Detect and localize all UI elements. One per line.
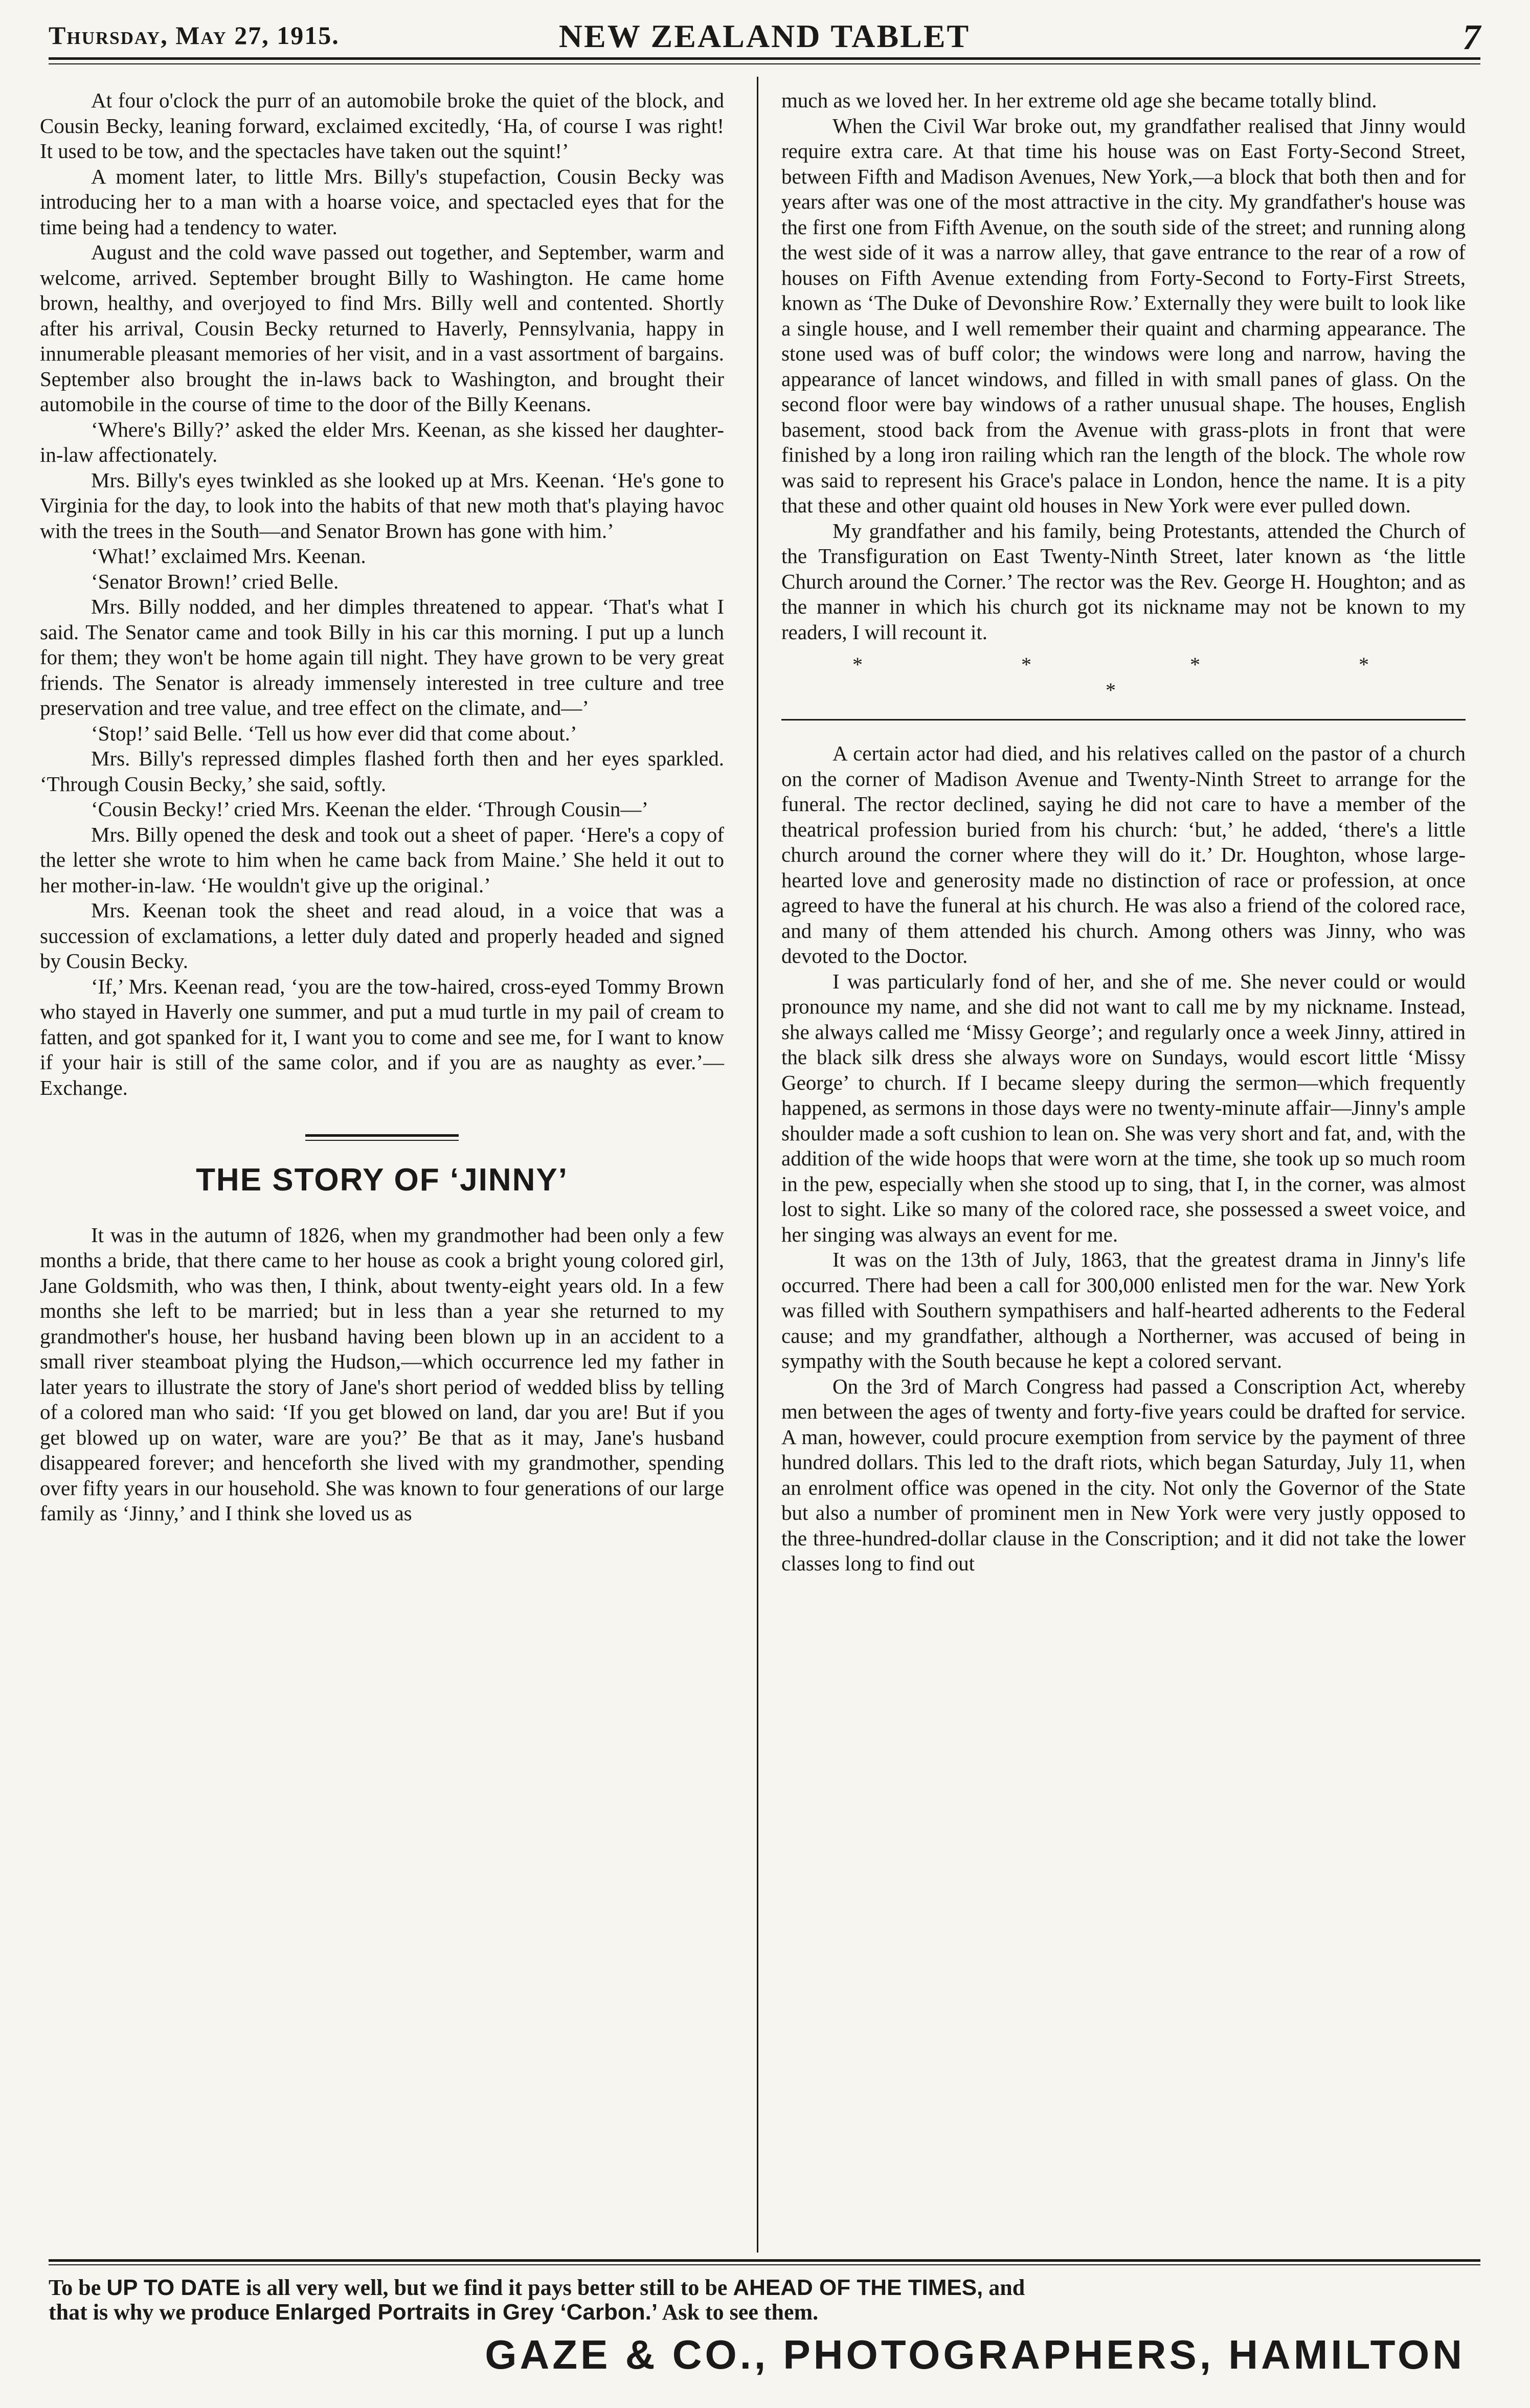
ad-text: is all very well, but we find it pays better still to be (245, 2275, 728, 2300)
section-stars: * * * * * (852, 653, 1446, 702)
paragraph: Mrs. Billy's eyes twinkled as she looked up at Mrs. Keenan. ‘He's gone to Virginia for the day, to look into the habits of that new moth that's playing havoc with the trees in the South—and Senator Brown has gone with him.’ (40, 468, 724, 543)
paragraph: On the 3rd of March Congress had passed a Conscription Act, whereby men between the ages of twenty and forty-five years could be drafted for service. A man, however, could procure exemption from service by the payment of three hundred dollars. This led to the draft riots, which began Saturday, July 11, when an enrolment office was opened in the city. Not only the Governor of the State but also a number of prominent men in New York were very justly opposed to the three-hundred-dollar clause in the Conscription; and it did not take the lower classes long to find out (781, 1374, 1466, 1575)
newspaper-title: NEW ZEALAND TABLET (558, 18, 971, 54)
ad-text: Ask to see them. (662, 2300, 819, 2325)
masthead-rule (49, 57, 1480, 60)
ad-line-2 (49, 2300, 1480, 2325)
story-paragraph: It was in the autumn of 1826, when my grandmother had been only a few months a bride, that there came to her house as cook a bright young colored girl, Jane Goldsmith, who was then, I think, about twenty-eight years old. In a few months she left to be married; but in less than a year she returned to my grandmother's house, her husband having been blown up in an accident to a small river steamboat plying the Hudson,—which occurrence led my father in later years to illustrate the story of Jane's short period of wedded bliss by telling of a colored man who said: ‘If you get blowed on land, dar you are! But if you get blowed up on water, ware are you?’ Be that as it may, Jane's husband disappeared forever; and henceforth she lived with my grandmother, spending over fifty years in our household. She was known to four generations of our large family as ‘Jinny,’ and I think she loved us as (40, 1223, 724, 1525)
paragraph: August and the cold wave passed out together, and September, warm and welcome, arrived. September brought Billy to Washington. He came home brown, healthy, and overjoyed to find Mrs. Billy well and contented. Shortly after his arrival, Cousin Becky returned to Haverly, Pennsylvania, happy in innumerable pleasant memories of her visit, and in a vast assortment of bargains. September also brought the in-laws back to Washington, and brought their automobile in the course of time to the door of the Billy Keenans. (40, 240, 724, 416)
ad-text: that is why we produce (49, 2300, 269, 2325)
paragraph: ‘What!’ exclaimed Mrs. Keenan. (91, 544, 366, 568)
advertisement (49, 2276, 1480, 2378)
ad-emphasis: Enlarged Portraits in Grey ‘Carbon.’ (275, 2300, 658, 2325)
ad-text: To be (49, 2275, 101, 2300)
paragraph: Mrs. Billy opened the desk and took out a sheet of paper. ‘Here's a copy of the letter she wrote to him when he came back from Maine.’ She held it out to her mother-in-law. ‘He wouldn't give up the original.’ (40, 822, 724, 897)
ad-emphasis: AHEAD OF THE TIMES, (733, 2275, 983, 2300)
advertisement-rule (49, 2259, 1480, 2262)
right-column (781, 88, 1466, 1577)
ad-firm-name: GAZE & CO., PHOTOGRAPHERS, HAMILTON (485, 2332, 1465, 2377)
masthead-rule-thin (49, 63, 1480, 64)
issue-date: Thursday, May 27, 1915. (49, 21, 340, 50)
page-number: 7 (1462, 18, 1480, 57)
paragraph: ‘Senator Brown!’ cried Belle. (91, 569, 339, 593)
paragraph: At four o'clock the purr of an automobile broke the quiet of the block, and Cousin Becky, leaning forward, exclaimed excitedly, ‘Ha, of course I was right! It used to be tow, and the spectacles have taken out the squint!’ (40, 88, 724, 163)
paragraph: ‘If,’ Mrs. Keenan read, ‘you are the tow-haired, cross-eyed Tommy Brown who stayed in Haverly one summer, and put a mud turtle in my pail of cream to fatten, and got spanked for it, I want you to come and see me, for I want to know if your hair is still of the same color, and if you are as naughty as ever.’—Exchange. (40, 974, 724, 1099)
left-column (40, 88, 724, 1526)
masthead (49, 17, 1480, 58)
paragraph: My grandfather and his family, being Protestants, attended the Church of the Transfiguration on East Twenty-Ninth Street, later known as ‘the little Church around the Corner.’ The rector was the Rev. George H. Houghton; and as the manner in which his church got its nickname may not be known to my readers, I will recount it. (781, 519, 1466, 644)
paragraph: Mrs. Keenan took the sheet and read aloud, in a voice that was a succession of exclamations, a letter duly dated and properly headed and signed by Cousin Becky. (40, 898, 724, 973)
story-headline: THE STORY OF ‘JINNY’ (196, 1162, 568, 1198)
paragraph: much as we loved her. In her extreme old age she became totally blind. (781, 88, 1377, 112)
paragraph: It was on the 13th of July, 1863, that the greatest drama in Jinny's life occurred. There had been a call for 300,000 enlisted men for the war. New York was filled with Southern sympathisers and half-hearted adherents to the Federal cause; and my grandfather, although a Northerner, was accused of being in sympathy with the South because he kept a colored servant. (781, 1248, 1466, 1372)
paragraph: ‘Cousin Becky!’ cried Mrs. Keenan the elder. ‘Through Cousin—’ (91, 797, 649, 821)
advertisement-rule-thin (49, 2264, 1480, 2265)
paragraph: ‘Stop!’ said Belle. ‘Tell us how ever did that come about.’ (91, 721, 577, 745)
column-divider (757, 77, 758, 2253)
story-separator-rule (305, 1134, 459, 1141)
section-rule (781, 719, 1466, 721)
paragraph: A moment later, to little Mrs. Billy's stupefaction, Cousin Becky was introducing her to a man with a hoarse voice, and spectacled eyes that for the time being had a tendency to water. (40, 164, 724, 239)
ad-emphasis: UP TO DATE (106, 2275, 240, 2300)
paragraph: When the Civil War broke out, my grandfather realised that Jinny would require extra care. At that time his house was on East Forty-Second Street, between Fifth and Madison Avenues, New York,—a block that both then and for years after was one of the most attractive in the city. My grandfather's house was the first one from Fifth Avenue, on the south side of the street; and running along the west side of it was a narrow alley, that gave entrance to the rear of a row of houses on Fifth Avenue extending from Forty-Second to Forty-First Streets, known as ‘The Duke of Devonshire Row.’ Externally they were built to look like a single house, and I well remember their quaint and charming appearance. The stone used was of buff color; the windows were long and narrow, having the appearance of lancet windows, and filled in with small panes of glass. On the second floor were bay windows of a rather unusual shape. The houses, English basement, stood back from the Avenue with grass-plots in front that were finished by a long iron railing which ran the length of the block. The whole row was said to represent his Grace's palace in London, hence the name. It is a pity that these and other quaint old houses in New York were ever pulled down. (781, 114, 1466, 517)
ad-line-1 (49, 2276, 1480, 2300)
paragraph: ‘Where's Billy?’ asked the elder Mrs. Keenan, as she kissed her daughter-in-law affectionately. (40, 417, 724, 466)
paragraph: A certain actor had died, and his relatives called on the pastor of a church on the corner of Madison Avenue and Twenty-Ninth Street to arrange for the funeral. The rector declined, saying he did not care to have a member of the theatrical profession buried from his church: ‘but,’ he added, ‘there's a little church around the corner where they will do it.’ Dr. Houghton, whose large-hearted love and generosity made no distinction of race or profession, at once agreed to have the funeral at his church. He was also a friend of the colored race, and many of them attended his church. Among others was Jinny, who was devoted to the Doctor. (781, 741, 1466, 967)
paragraph: Mrs. Billy's repressed dimples flashed forth then and her eyes sparkled. ‘Through Cousin Becky,’ she said, softly. (40, 747, 724, 796)
paragraph: I was particularly fond of her, and she of me. She never could or would pronounce my name, and she did not want to call me by my nickname. Instead, she always called me ‘Missy George’; and regularly once a week Jinny, attired in the black silk dress she always wore on Sundays, would escort little ‘Missy George’ to church. If I became sleepy during the sermon—which frequently happened, as sermons in those days were no twenty-minute affair—Jinny's ample shoulder made a soft cushion to lean on. She was very short and fat, and, with the addition of the wide hoops that were worn at the time, she took up so much room in the pew, especially when she stood up to sing, that I, in the corner, was almost lost to sight. Like so many of the colored race, she possessed a sweet voice, and her singing was always an event for me. (781, 969, 1466, 1246)
ad-text: and (988, 2275, 1025, 2300)
paragraph: Mrs. Billy nodded, and her dimples threatened to appear. ‘That's what I said. The Senator came and took Billy in his car this morning. I put up a lunch for them; they won't be home again till night. They have grown to be very great friends. The Senator is already immensely interested in tree culture and tree preservation and tree value, and tree effect on the climate, and—’ (40, 595, 724, 719)
